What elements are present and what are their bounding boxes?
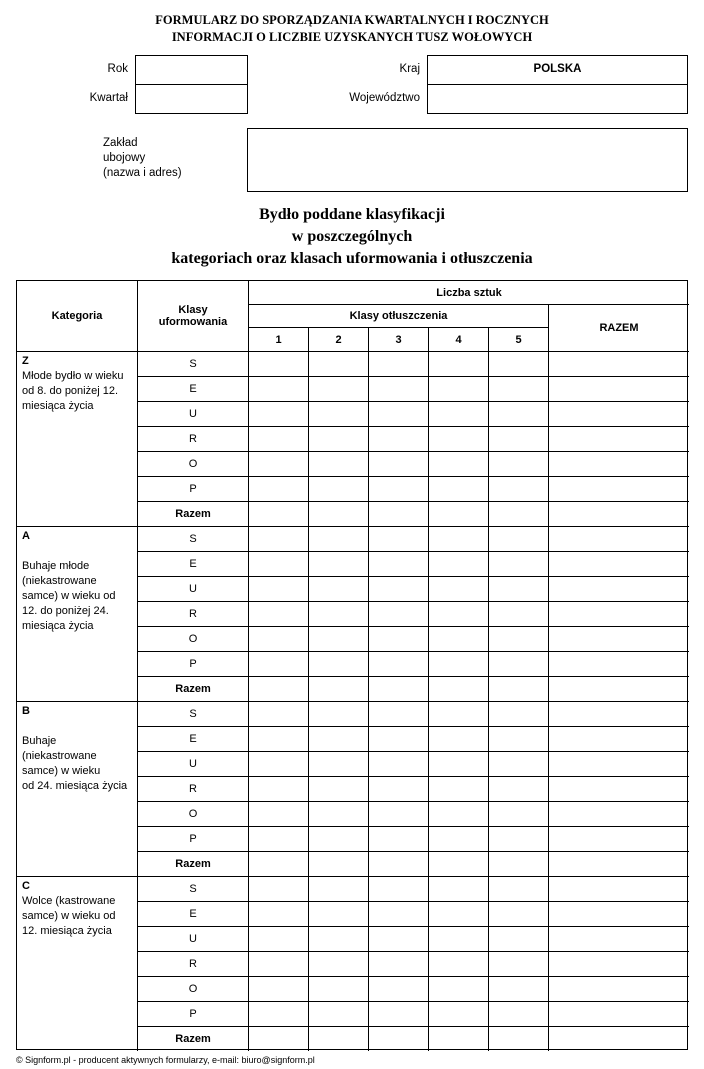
count-input-cell[interactable] bbox=[488, 951, 548, 976]
razem-input-cell[interactable] bbox=[548, 526, 689, 551]
count-input-cell[interactable] bbox=[488, 1026, 548, 1051]
category-description-line: Buhaje bbox=[22, 735, 57, 747]
header-fat-class-1: 1 bbox=[248, 327, 308, 351]
class-label: O bbox=[137, 626, 248, 651]
count-input-cell[interactable] bbox=[428, 651, 488, 676]
razem-input-cell[interactable] bbox=[548, 651, 689, 676]
count-input-cell[interactable] bbox=[368, 676, 428, 701]
count-input-cell[interactable] bbox=[308, 801, 368, 826]
count-input-cell[interactable] bbox=[308, 1026, 368, 1051]
class-label: S bbox=[137, 351, 248, 376]
category-cell bbox=[17, 526, 137, 701]
count-input-cell[interactable] bbox=[308, 876, 368, 901]
category-cell bbox=[17, 876, 137, 1051]
count-input-cell[interactable] bbox=[488, 551, 548, 576]
count-input-cell[interactable] bbox=[308, 576, 368, 601]
class-label: R bbox=[137, 776, 248, 801]
category-cell bbox=[17, 351, 137, 526]
category-description-line: (niekastrowane bbox=[22, 575, 97, 587]
section-title-line: Bydło poddane klasyfikacji bbox=[259, 206, 445, 223]
count-input-cell[interactable] bbox=[428, 976, 488, 1001]
category-description-line: od 8. do poniżej 12. bbox=[22, 385, 119, 397]
count-input-cell[interactable] bbox=[428, 801, 488, 826]
class-label: P bbox=[137, 826, 248, 851]
class-label: P bbox=[137, 476, 248, 501]
class-label: E bbox=[137, 376, 248, 401]
count-input-cell[interactable] bbox=[308, 726, 368, 751]
form-title bbox=[0, 12, 704, 46]
count-input-cell[interactable] bbox=[428, 876, 488, 901]
kwartal-field[interactable] bbox=[135, 84, 248, 114]
header-razem: RAZEM bbox=[548, 304, 689, 351]
count-input-cell[interactable] bbox=[488, 876, 548, 901]
count-input-cell[interactable] bbox=[248, 701, 308, 726]
category-description-line: miesiąca życia bbox=[22, 400, 94, 412]
count-input-cell[interactable] bbox=[308, 676, 368, 701]
zaklad-label bbox=[103, 136, 182, 181]
form-title-line1: FORMULARZ DO SPORZĄDZANIA KWARTALNYCH I ROCZNYCH bbox=[155, 13, 549, 27]
count-input-cell[interactable] bbox=[248, 951, 308, 976]
count-input-cell[interactable] bbox=[308, 426, 368, 451]
kwartal-label: Kwartał bbox=[89, 92, 128, 104]
count-input-cell[interactable] bbox=[308, 476, 368, 501]
razem-input-cell[interactable] bbox=[548, 876, 689, 901]
count-input-cell[interactable] bbox=[308, 1001, 368, 1026]
class-label: Razem bbox=[137, 501, 248, 526]
count-input-cell[interactable] bbox=[368, 876, 428, 901]
count-input-cell[interactable] bbox=[368, 751, 428, 776]
count-input-cell[interactable] bbox=[368, 601, 428, 626]
count-input-cell[interactable] bbox=[248, 551, 308, 576]
razem-input-cell[interactable] bbox=[548, 476, 689, 501]
count-input-cell[interactable] bbox=[368, 1026, 428, 1051]
count-input-cell[interactable] bbox=[488, 726, 548, 751]
wojewodztwo-label: Województwo bbox=[349, 92, 420, 104]
count-input-cell[interactable] bbox=[488, 651, 548, 676]
count-input-cell[interactable] bbox=[248, 626, 308, 651]
count-input-cell[interactable] bbox=[428, 351, 488, 376]
count-input-cell[interactable] bbox=[308, 926, 368, 951]
count-input-cell[interactable] bbox=[368, 476, 428, 501]
header-fat-class-4: 4 bbox=[428, 327, 488, 351]
razem-input-cell[interactable] bbox=[548, 601, 689, 626]
header-klasy-otluszczenia: Klasy otłuszczenia bbox=[248, 304, 548, 327]
count-input-cell[interactable] bbox=[308, 501, 368, 526]
count-input-cell[interactable] bbox=[308, 951, 368, 976]
count-input-cell[interactable] bbox=[488, 601, 548, 626]
count-input-cell[interactable] bbox=[308, 451, 368, 476]
count-input-cell[interactable] bbox=[428, 826, 488, 851]
count-input-cell[interactable] bbox=[368, 901, 428, 926]
count-input-cell[interactable] bbox=[248, 576, 308, 601]
count-input-cell[interactable] bbox=[308, 626, 368, 651]
class-label: E bbox=[137, 551, 248, 576]
count-input-cell[interactable] bbox=[368, 376, 428, 401]
count-input-cell[interactable] bbox=[248, 926, 308, 951]
razem-input-cell[interactable] bbox=[548, 776, 689, 801]
razem-input-cell[interactable] bbox=[548, 501, 689, 526]
wojewodztwo-field[interactable] bbox=[427, 84, 688, 114]
count-input-cell[interactable] bbox=[248, 651, 308, 676]
count-input-cell[interactable] bbox=[488, 701, 548, 726]
count-input-cell[interactable] bbox=[488, 626, 548, 651]
count-input-cell[interactable] bbox=[248, 1001, 308, 1026]
class-label: Razem bbox=[137, 1026, 248, 1051]
count-input-cell[interactable] bbox=[428, 576, 488, 601]
section-title bbox=[0, 204, 704, 270]
razem-input-cell[interactable] bbox=[548, 851, 689, 876]
class-label: U bbox=[137, 401, 248, 426]
count-input-cell[interactable] bbox=[488, 676, 548, 701]
count-input-cell[interactable] bbox=[308, 401, 368, 426]
count-input-cell[interactable] bbox=[368, 851, 428, 876]
count-input-cell[interactable] bbox=[368, 526, 428, 551]
count-input-cell[interactable] bbox=[488, 801, 548, 826]
category-description-line: miesiąca życia bbox=[22, 620, 94, 632]
count-input-cell[interactable] bbox=[428, 951, 488, 976]
razem-input-cell[interactable] bbox=[548, 1001, 689, 1026]
rok-field[interactable] bbox=[135, 55, 248, 85]
count-input-cell[interactable] bbox=[248, 776, 308, 801]
razem-input-cell[interactable] bbox=[548, 351, 689, 376]
count-input-cell[interactable] bbox=[428, 376, 488, 401]
class-label: O bbox=[137, 451, 248, 476]
count-input-cell[interactable] bbox=[248, 851, 308, 876]
count-input-cell[interactable] bbox=[488, 501, 548, 526]
count-input-cell[interactable] bbox=[368, 351, 428, 376]
razem-input-cell[interactable] bbox=[548, 426, 689, 451]
razem-input-cell[interactable] bbox=[548, 401, 689, 426]
class-label: P bbox=[137, 651, 248, 676]
section-title-line: kategoriach oraz klasach uformowania i otłuszczenia bbox=[171, 250, 533, 267]
count-input-cell[interactable] bbox=[428, 426, 488, 451]
category-description-line: od 24. miesiąca życia bbox=[22, 780, 128, 792]
count-input-cell[interactable] bbox=[488, 426, 548, 451]
count-input-cell[interactable] bbox=[428, 451, 488, 476]
category-description-line: samce) w wieku od bbox=[22, 590, 116, 602]
count-input-cell[interactable] bbox=[368, 651, 428, 676]
count-input-cell[interactable] bbox=[428, 501, 488, 526]
count-input-cell[interactable] bbox=[248, 501, 308, 526]
count-input-cell[interactable] bbox=[248, 876, 308, 901]
count-input-cell[interactable] bbox=[428, 776, 488, 801]
count-input-cell[interactable] bbox=[308, 776, 368, 801]
class-label: U bbox=[137, 751, 248, 776]
count-input-cell[interactable] bbox=[428, 926, 488, 951]
razem-input-cell[interactable] bbox=[548, 576, 689, 601]
razem-input-cell[interactable] bbox=[548, 376, 689, 401]
razem-input-cell[interactable] bbox=[548, 551, 689, 576]
zaklad-field[interactable] bbox=[247, 128, 688, 192]
count-input-cell[interactable] bbox=[488, 351, 548, 376]
razem-input-cell[interactable] bbox=[548, 951, 689, 976]
count-input-cell[interactable] bbox=[248, 601, 308, 626]
class-label: R bbox=[137, 601, 248, 626]
footer-note: © Signform.pl - producent aktywnych formularzy, e-mail: biuro@signform.pl bbox=[16, 1055, 315, 1065]
count-input-cell[interactable] bbox=[428, 401, 488, 426]
header-fat-class-5: 5 bbox=[488, 327, 548, 351]
class-label: O bbox=[137, 801, 248, 826]
count-input-cell[interactable] bbox=[428, 676, 488, 701]
class-label: E bbox=[137, 901, 248, 926]
count-input-cell[interactable] bbox=[248, 801, 308, 826]
razem-input-cell[interactable] bbox=[548, 901, 689, 926]
count-input-cell[interactable] bbox=[368, 926, 428, 951]
count-input-cell[interactable] bbox=[488, 926, 548, 951]
category-cell bbox=[17, 701, 137, 876]
count-input-cell[interactable] bbox=[488, 751, 548, 776]
count-input-cell[interactable] bbox=[308, 526, 368, 551]
count-input-cell[interactable] bbox=[488, 401, 548, 426]
class-label: S bbox=[137, 526, 248, 551]
count-input-cell[interactable] bbox=[368, 576, 428, 601]
count-input-cell[interactable] bbox=[368, 826, 428, 851]
count-input-cell[interactable] bbox=[368, 426, 428, 451]
count-input-cell[interactable] bbox=[368, 626, 428, 651]
class-label: U bbox=[137, 576, 248, 601]
count-input-cell[interactable] bbox=[248, 451, 308, 476]
razem-input-cell[interactable] bbox=[548, 976, 689, 1001]
count-input-cell[interactable] bbox=[428, 701, 488, 726]
count-input-cell[interactable] bbox=[308, 551, 368, 576]
count-input-cell[interactable] bbox=[488, 1001, 548, 1026]
count-input-cell[interactable] bbox=[248, 751, 308, 776]
razem-input-cell[interactable] bbox=[548, 926, 689, 951]
count-input-cell[interactable] bbox=[428, 476, 488, 501]
count-input-cell[interactable] bbox=[428, 901, 488, 926]
count-input-cell[interactable] bbox=[488, 976, 548, 1001]
razem-input-cell[interactable] bbox=[548, 726, 689, 751]
category-description-line: Młode bydło w wieku bbox=[22, 370, 124, 382]
count-input-cell[interactable] bbox=[308, 826, 368, 851]
razem-input-cell[interactable] bbox=[548, 701, 689, 726]
kraj-label: Kraj bbox=[399, 63, 420, 75]
class-label: E bbox=[137, 726, 248, 751]
count-input-cell[interactable] bbox=[368, 951, 428, 976]
count-input-cell[interactable] bbox=[488, 376, 548, 401]
count-input-cell[interactable] bbox=[428, 551, 488, 576]
rok-label: Rok bbox=[107, 63, 128, 75]
zaklad-label-line: Zakład bbox=[103, 137, 138, 149]
count-input-cell[interactable] bbox=[368, 501, 428, 526]
count-input-cell[interactable] bbox=[428, 526, 488, 551]
header-klasy-uformowania: Klasy uformowania bbox=[137, 281, 248, 351]
class-label: O bbox=[137, 976, 248, 1001]
category-description-line: samce) w wieku bbox=[22, 765, 101, 777]
category-description-line: Wolce (kastrowane bbox=[22, 895, 116, 907]
class-label: Razem bbox=[137, 851, 248, 876]
header-fat-class-3: 3 bbox=[368, 327, 428, 351]
count-input-cell[interactable] bbox=[308, 851, 368, 876]
razem-input-cell[interactable] bbox=[548, 676, 689, 701]
count-input-cell[interactable] bbox=[428, 601, 488, 626]
count-input-cell[interactable] bbox=[248, 901, 308, 926]
class-label: U bbox=[137, 926, 248, 951]
count-input-cell[interactable] bbox=[428, 1001, 488, 1026]
count-input-cell[interactable] bbox=[428, 1026, 488, 1051]
razem-input-cell[interactable] bbox=[548, 751, 689, 776]
count-input-cell[interactable] bbox=[368, 451, 428, 476]
category-code: B bbox=[22, 705, 30, 717]
category-description-line: 12. miesiąca życia bbox=[22, 925, 112, 937]
category-code: A bbox=[22, 530, 30, 542]
count-input-cell[interactable] bbox=[248, 676, 308, 701]
count-input-cell[interactable] bbox=[488, 526, 548, 551]
count-input-cell[interactable] bbox=[248, 526, 308, 551]
count-input-cell[interactable] bbox=[248, 826, 308, 851]
kraj-value: POLSKA bbox=[533, 63, 582, 75]
classification-table bbox=[16, 280, 688, 1050]
count-input-cell[interactable] bbox=[428, 751, 488, 776]
class-label: S bbox=[137, 876, 248, 901]
count-input-cell[interactable] bbox=[248, 726, 308, 751]
class-label: P bbox=[137, 1001, 248, 1026]
razem-input-cell[interactable] bbox=[548, 801, 689, 826]
category-description-line: samce) w wieku od bbox=[22, 910, 116, 922]
count-input-cell[interactable] bbox=[488, 576, 548, 601]
header-fat-class-2: 2 bbox=[308, 327, 368, 351]
count-input-cell[interactable] bbox=[248, 476, 308, 501]
count-input-cell[interactable] bbox=[308, 901, 368, 926]
count-input-cell[interactable] bbox=[368, 726, 428, 751]
zaklad-label-line: (nazwa i adres) bbox=[103, 167, 182, 179]
razem-input-cell[interactable] bbox=[548, 626, 689, 651]
class-label: R bbox=[137, 951, 248, 976]
count-input-cell[interactable] bbox=[488, 901, 548, 926]
count-input-cell[interactable] bbox=[368, 976, 428, 1001]
count-input-cell[interactable] bbox=[368, 1001, 428, 1026]
header-kategoria: Kategoria bbox=[51, 310, 103, 322]
category-code: C bbox=[22, 880, 30, 892]
count-input-cell[interactable] bbox=[308, 376, 368, 401]
category-description-line: 12. do poniżej 24. bbox=[22, 605, 109, 617]
count-input-cell[interactable] bbox=[248, 376, 308, 401]
count-input-cell[interactable] bbox=[308, 651, 368, 676]
count-input-cell[interactable] bbox=[368, 401, 428, 426]
count-input-cell[interactable] bbox=[488, 851, 548, 876]
count-input-cell[interactable] bbox=[368, 801, 428, 826]
razem-input-cell[interactable] bbox=[548, 451, 689, 476]
count-input-cell[interactable] bbox=[248, 426, 308, 451]
count-input-cell[interactable] bbox=[248, 976, 308, 1001]
section-title-line: w poszczególnych bbox=[291, 228, 413, 245]
count-input-cell[interactable] bbox=[308, 751, 368, 776]
count-input-cell[interactable] bbox=[488, 451, 548, 476]
category-description-line: Buhaje młode bbox=[22, 560, 90, 572]
count-input-cell[interactable] bbox=[488, 776, 548, 801]
count-input-cell[interactable] bbox=[428, 851, 488, 876]
count-input-cell[interactable] bbox=[368, 776, 428, 801]
count-input-cell[interactable] bbox=[308, 351, 368, 376]
count-input-cell[interactable] bbox=[488, 476, 548, 501]
form-title-line2: INFORMACJI O LICZBIE UZYSKANYCH TUSZ WOŁOWYCH bbox=[171, 30, 533, 44]
razem-input-cell[interactable] bbox=[548, 826, 689, 851]
count-input-cell[interactable] bbox=[368, 551, 428, 576]
zaklad-label-line: ubojowy bbox=[103, 152, 146, 164]
category-description-line: (niekastrowane bbox=[22, 750, 97, 762]
count-input-cell[interactable] bbox=[308, 976, 368, 1001]
count-input-cell[interactable] bbox=[308, 701, 368, 726]
class-label: S bbox=[137, 701, 248, 726]
header-liczba-sztuk: Liczba sztuk bbox=[248, 281, 689, 304]
count-input-cell[interactable] bbox=[428, 626, 488, 651]
razem-input-cell[interactable] bbox=[548, 1026, 689, 1051]
class-label: R bbox=[137, 426, 248, 451]
count-input-cell[interactable] bbox=[248, 401, 308, 426]
count-input-cell[interactable] bbox=[308, 601, 368, 626]
count-input-cell[interactable] bbox=[368, 701, 428, 726]
count-input-cell[interactable] bbox=[488, 826, 548, 851]
count-input-cell[interactable] bbox=[248, 1026, 308, 1051]
category-code: Z bbox=[22, 355, 29, 367]
class-label: Razem bbox=[137, 676, 248, 701]
count-input-cell[interactable] bbox=[248, 351, 308, 376]
count-input-cell[interactable] bbox=[428, 726, 488, 751]
